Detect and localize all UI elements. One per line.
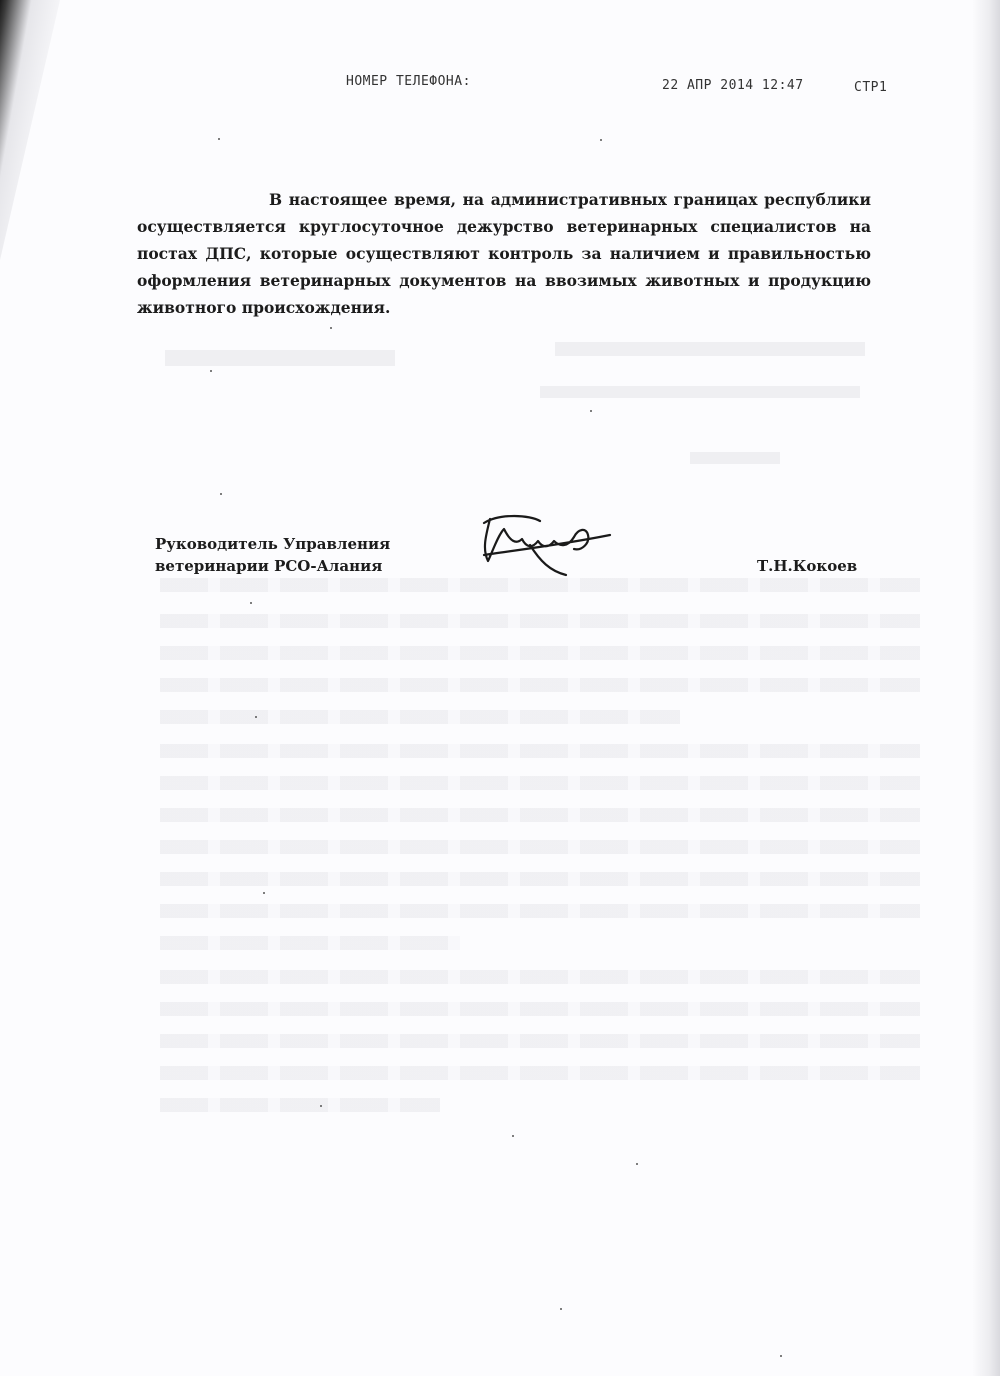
- bleed-through-text: [160, 614, 920, 628]
- bleed-through-text: [160, 840, 920, 854]
- signatory-name: Т.Н.Кокоев: [757, 557, 858, 575]
- scan-speck: [263, 892, 265, 894]
- fax-phone-label: НОМЕР ТЕЛЕФОНА:: [346, 74, 471, 89]
- bleed-through-text: [540, 386, 860, 398]
- scan-speck: [255, 716, 257, 718]
- scan-speck: [220, 493, 222, 495]
- bleed-through-text: [555, 342, 865, 356]
- bleed-through-text: [160, 646, 920, 660]
- signatory-position-line1: Руководитель Управления: [155, 535, 391, 553]
- bleed-through-text: [160, 1098, 440, 1112]
- scan-speck: [560, 1308, 562, 1310]
- scan-speck: [636, 1163, 638, 1165]
- bleed-through-text: [160, 1034, 920, 1048]
- bleed-through-text: [160, 970, 920, 984]
- scan-speck: [210, 370, 212, 372]
- signatory-position-line2: ветеринарии РСО-Алания: [155, 557, 383, 575]
- scan-speck: [590, 410, 592, 412]
- bleed-through-text: [160, 1002, 920, 1016]
- bleed-through-text: [160, 872, 920, 886]
- fax-page-number: СТР1: [854, 80, 888, 95]
- bleed-through-text: [165, 350, 395, 366]
- scan-speck: [330, 327, 332, 329]
- scan-edge-shadow: [0, 0, 60, 260]
- bleed-through-text: [160, 678, 920, 692]
- scan-speck: [250, 602, 252, 604]
- handwritten-signature: [470, 505, 620, 585]
- bleed-through-text: [160, 904, 920, 918]
- scan-speck: [512, 1135, 514, 1137]
- scan-speck: [600, 139, 602, 141]
- bleed-through-text: [160, 744, 920, 758]
- bleed-through-text: [160, 808, 920, 822]
- body-paragraph: В настоящее время, на административных границах республики осуществляется круглосуточное дежурство ветеринарных специалистов на постах ДПС, которые осуществляют контроль за наличием и правильностью оформления ветеринарных документов на ввозимых животных и продукцию животного происхождения.: [137, 190, 871, 317]
- fax-date-time: 22 АПР 2014 12:47: [662, 78, 804, 93]
- scan-speck: [780, 1355, 782, 1357]
- bleed-through-text: [160, 936, 460, 950]
- signatory-position: [155, 533, 390, 577]
- fax-header: [0, 74, 1000, 98]
- scan-right-edge: [972, 0, 1000, 1376]
- bleed-through-text: [160, 776, 920, 790]
- scan-speck: [218, 138, 220, 140]
- scan-speck: [320, 1105, 322, 1107]
- bleed-through-text: [690, 452, 780, 464]
- bleed-through-text: [160, 710, 680, 724]
- bleed-through-text: [160, 1066, 920, 1080]
